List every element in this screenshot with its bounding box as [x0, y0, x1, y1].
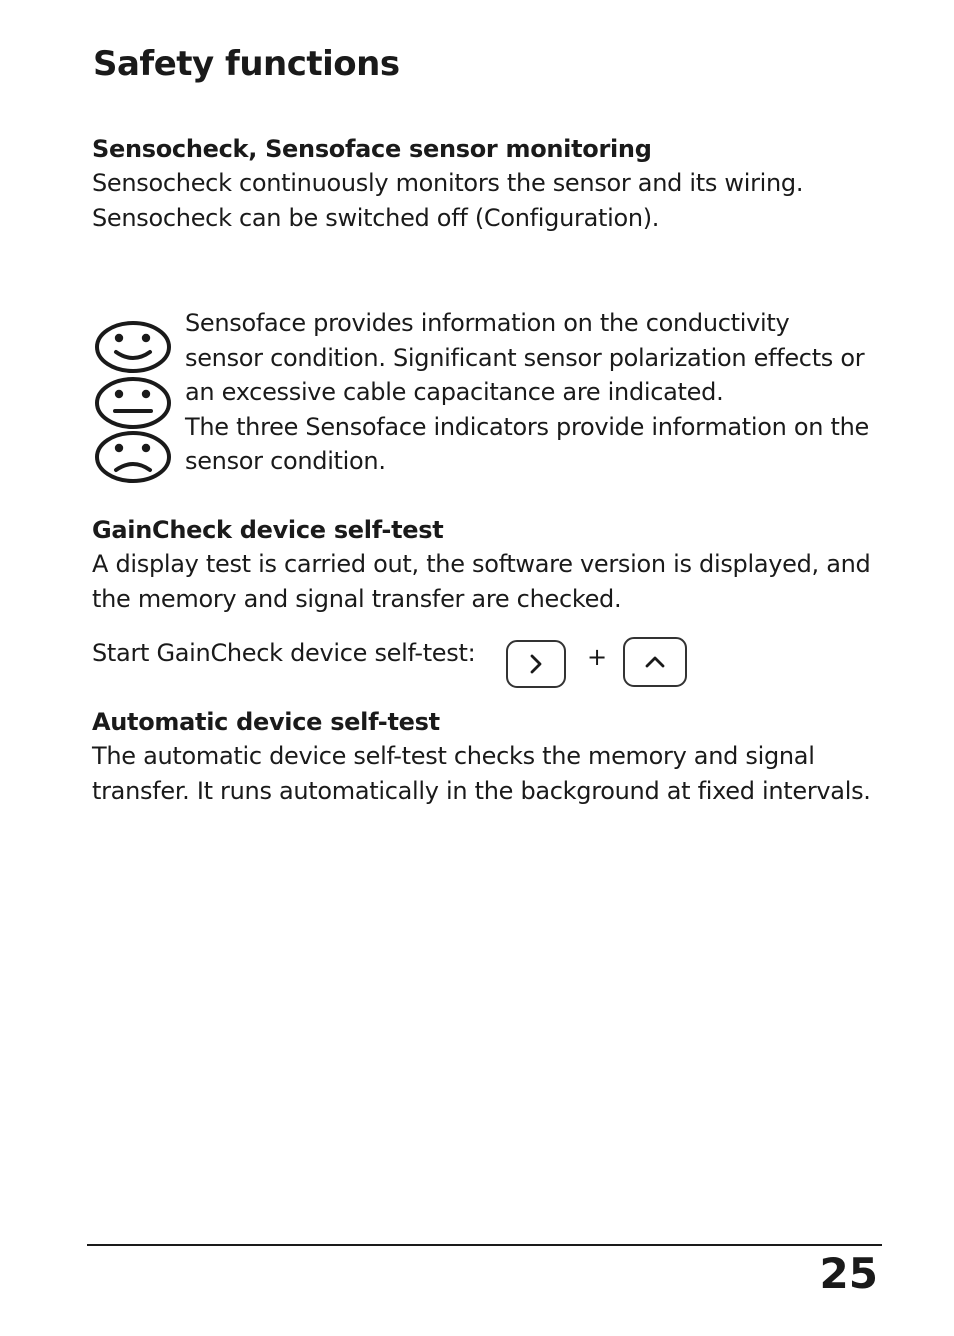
sensoface-icons — [94, 320, 172, 484]
chevron-right-icon — [528, 653, 544, 675]
automatic-line-2: transfer. It runs automatically in the background at fixed intervals. — [92, 776, 871, 805]
up-arrow-key-button[interactable] — [623, 637, 687, 687]
page-number: 25 — [819, 1249, 878, 1298]
gaincheck-line-1: A display test is carried out, the software version is displayed, and — [92, 550, 871, 578]
sensoface-line-4: The three Sensoface indicators provide information on the — [185, 412, 870, 441]
section-sensoface — [185, 306, 905, 479]
key-combination-plus: + — [587, 643, 608, 671]
happy-face-icon — [94, 320, 172, 374]
neutral-face-icon — [94, 376, 172, 430]
sensoface-line-3: an excessive cable capacitance are indicated. — [185, 378, 724, 406]
section-sensocheck — [92, 132, 892, 235]
gaincheck-heading: GainCheck device self-test — [92, 516, 444, 544]
footer-rule — [87, 1244, 882, 1246]
sensoface-line-5: sensor condition. — [185, 447, 386, 475]
sensocheck-heading: Sensocheck, Sensoface sensor monitoring — [92, 135, 652, 163]
gaincheck-line-2: the memory and signal transfer are checked. — [92, 584, 622, 613]
page-title: Safety functions — [93, 44, 400, 84]
sad-face-icon — [94, 430, 172, 484]
section-gaincheck — [92, 513, 892, 616]
section-automatic-self-test — [92, 705, 892, 808]
sensocheck-line-1: Sensocheck continuously monitors the sensor and its wiring. — [92, 169, 804, 197]
sensocheck-line-2: Sensocheck can be switched off (Configuration). — [92, 203, 660, 232]
chevron-up-icon — [644, 654, 666, 670]
sensoface-line-2: sensor condition. Significant sensor polarization effects or — [185, 343, 865, 372]
automatic-line-1: The automatic device self-test checks the memory and signal — [92, 742, 815, 770]
right-arrow-key-button[interactable] — [506, 640, 566, 688]
gaincheck-start-row — [92, 636, 792, 692]
sensoface-line-1: Sensoface provides information on the conductivity — [185, 309, 790, 337]
automatic-heading: Automatic device self-test — [92, 708, 440, 736]
gaincheck-start-label: Start GainCheck device self-test: — [92, 639, 476, 667]
